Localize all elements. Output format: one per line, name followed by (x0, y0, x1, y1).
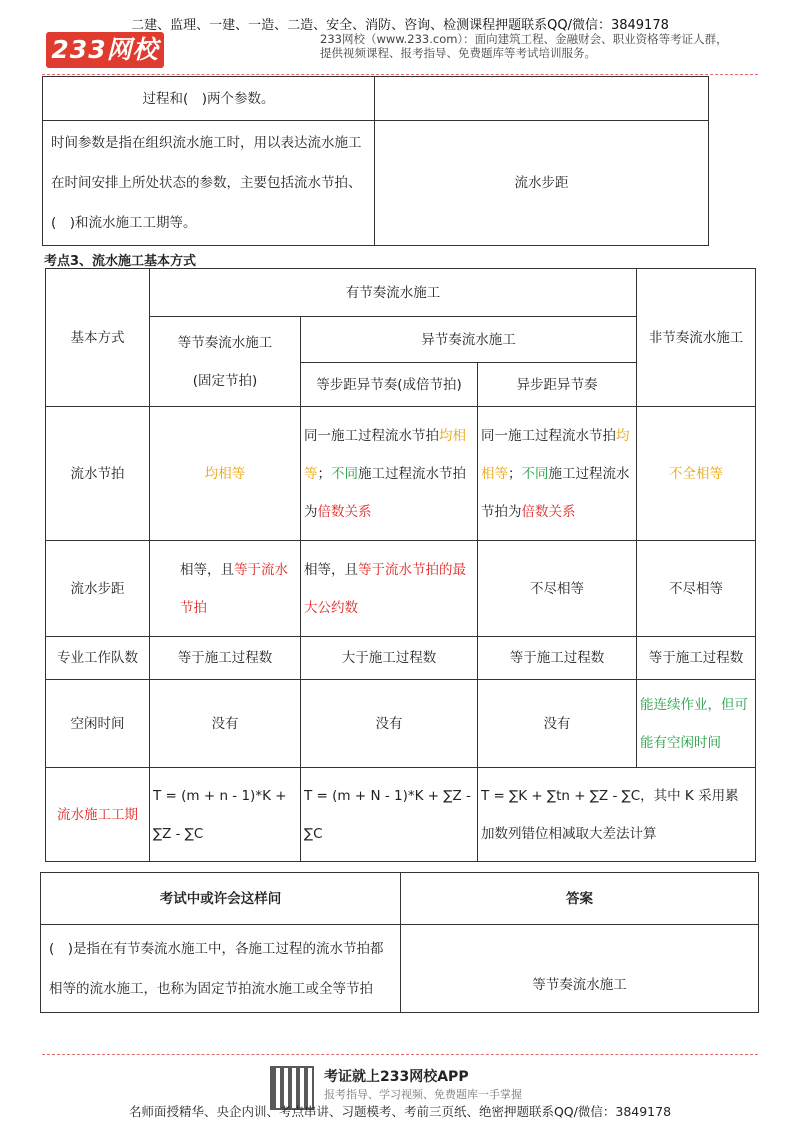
row-label-flow-step: 流水步距 (46, 541, 150, 637)
flow-construction-table (45, 268, 756, 862)
header-equal-step-unequal-rhythm: 等步距异节奏(成倍节拍) (301, 363, 478, 407)
text-part: 同一施工过程流水节拍 (304, 427, 439, 444)
row-label-flow-beat: 流水节拍 (46, 407, 150, 541)
header-divider (42, 74, 758, 75)
text-part: 同一施工过程流水节拍 (481, 427, 616, 444)
footer-app-title: 考证就上233网校APP (324, 1069, 469, 1085)
text-part: 施工过程流水节拍为 (481, 465, 630, 520)
parameter-row-1-text: 过程和( )两个参数。 (43, 77, 375, 121)
text-part: 相等，且 (304, 561, 358, 578)
cell-idle-unequal-step: 没有 (478, 680, 637, 768)
header-equal-rhythm (150, 317, 301, 407)
text-highlight-multiple: 倍数关系 (521, 503, 576, 520)
cell-team-non-rhythmic: 等于施工过程数 (637, 637, 756, 680)
header-site-line-2: 提供视频课程、报考指导、免费题库等考试培训服务。 (320, 46, 596, 60)
header-site-description (320, 32, 760, 60)
text-part: 施工过程流水节拍为 (304, 465, 466, 520)
footer-app-subtitle: 报考指导、学习视频、免费题库一手掌握 (324, 1088, 522, 1101)
brand-logo: 233网校 (46, 32, 164, 68)
text-highlight-gcd: 等于流水节拍的最大公约数 (304, 561, 466, 616)
text-highlight-equal: 均相等 (304, 427, 466, 482)
cell-idle-equal-step: 没有 (301, 680, 478, 768)
row-label-idle-time: 空闲时间 (46, 680, 150, 768)
parameter-row-2-answer: 流水步距 (375, 121, 709, 246)
header-unequal-step-unequal-rhythm: 异步距异节奏 (478, 363, 637, 407)
cell-beat-non-rhythmic: 不全相等 (637, 407, 756, 541)
header-rhythmic: 有节奏流水施工 (150, 269, 637, 317)
header-equal-rhythm-sub: (固定节拍) (192, 372, 258, 389)
cell-duration-equal-step: T = (m + N - 1)*K + ∑Z - ∑C (301, 768, 478, 862)
text-highlight-different: 不同 (331, 465, 358, 482)
text-highlight-multiple: 倍数关系 (317, 503, 372, 520)
header-basic-method: 基本方式 (46, 269, 150, 407)
qa-header-question: 考试中或许会这样问 (41, 873, 401, 925)
header-unequal-rhythm: 异节奏流水施工 (301, 317, 637, 363)
cell-beat-unequal-step (478, 407, 637, 541)
cell-step-non-rhythmic: 不尽相等 (637, 541, 756, 637)
cell-team-unequal-step: 等于施工过程数 (478, 637, 637, 680)
cell-beat-equal-step (301, 407, 478, 541)
cell-beat-equal: 均相等 (150, 407, 301, 541)
parameter-table (42, 76, 709, 246)
text-highlight-equal: 均相等 (481, 427, 630, 482)
cell-team-equal-step: 大于施工过程数 (301, 637, 478, 680)
qa-table (40, 872, 759, 1013)
qa-answer: 等节奏流水施工 (401, 925, 759, 1013)
section-title: 考点3、流水施工基本方式 (44, 254, 197, 269)
header-promo-line: 二建、监理、一建、一造、二造、安全、消防、咨询、检测课程押题联系QQ/微信：3849178 (131, 18, 669, 33)
cell-idle-non-rhythmic: 能连续作业，但可能有空闲时间 (637, 680, 756, 768)
text-highlight-different: 不同 (521, 465, 549, 482)
footer-contact: 名师面授精华、央企内训、考点串讲、习题模考、考前三页纸、绝密押题联系QQ/微信：3849178 (128, 1104, 672, 1119)
text-part: ； (317, 465, 331, 482)
footer-divider (42, 1054, 758, 1055)
cell-step-equal-step (301, 541, 478, 637)
qa-question: ( )是指在有节奏流水施工中，各施工过程的流水节拍都相等的流水施工，也称为固定节拍流水施工或全等节拍 (41, 925, 401, 1013)
cell-team-equal: 等于施工过程数 (150, 637, 301, 680)
qa-header-answer: 答案 (401, 873, 759, 925)
header-equal-rhythm-label: 等节奏流水施工 (177, 334, 273, 351)
text-highlight-equal-beat: 等于流水节拍 (180, 561, 288, 616)
row-label-team-count: 专业工作队数 (46, 637, 150, 680)
cell-step-unequal-step: 不尽相等 (478, 541, 637, 637)
text-part: ； (508, 465, 522, 482)
text-part: 相等，且 (180, 561, 234, 578)
cell-duration-equal: T = (m + n - 1)*K + ∑Z - ∑C (150, 768, 301, 862)
parameter-row-2-question: 时间参数是指在组织流水施工时，用以表达流水施工在时间安排上所处状态的参数，主要包括流水节拍、( )和流水施工工期等。 (43, 121, 375, 246)
header-site-line-1: 233网校（www.233.com）：面向建筑工程、金融财会、职业资格等考证人群， (320, 32, 728, 46)
parameter-row-1-empty (375, 77, 709, 121)
header-non-rhythmic: 非节奏流水施工 (637, 269, 756, 407)
cell-step-equal (150, 541, 301, 637)
cell-idle-equal: 没有 (150, 680, 301, 768)
row-label-duration: 流水施工工期 (46, 768, 150, 862)
cell-duration-unequal-and-non-rhythmic: T = ∑K + ∑tn + ∑Z - ∑C，其中 K 采用累加数列错位相减取大差法计算 (478, 768, 756, 862)
